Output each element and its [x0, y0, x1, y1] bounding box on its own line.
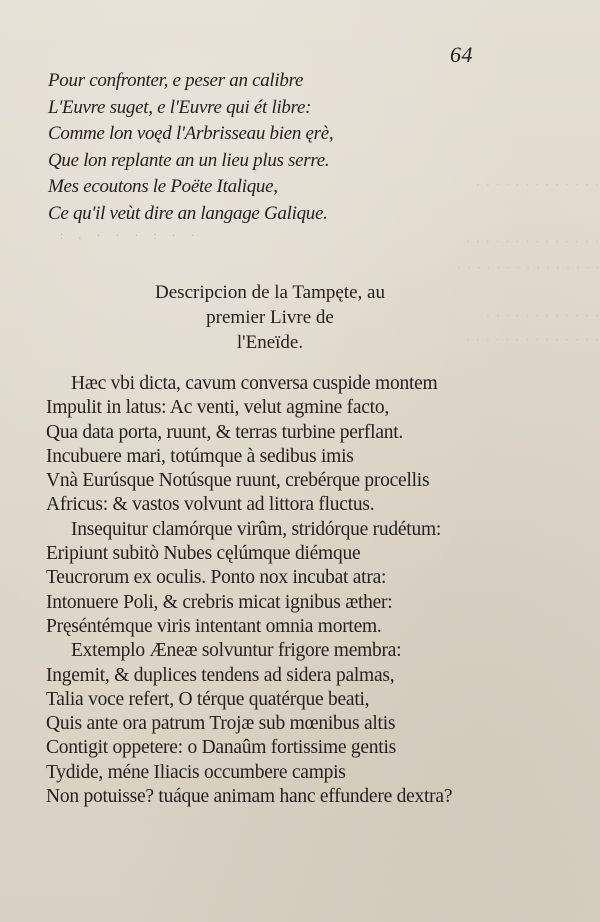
verse-line: Intonuere Poli, & crebris micat ignibus æther: — [46, 591, 393, 613]
heading-line: Descripcion de la Tampęte, au — [155, 282, 385, 303]
verse-line: Pręséntémque viris intentant omnia mortem. — [46, 615, 382, 637]
bleed-through-text: · · · · · · · · · · · · · · · — [455, 258, 600, 277]
verse-line: Qua data porta, ruunt, & terras turbine perflant. — [46, 421, 404, 443]
stanza-line: Que lon replante an un lieu plus serre. — [48, 149, 330, 171]
verse-line: Quis ante ora patrum Trojæ sub mœnibus altis — [46, 713, 396, 735]
bleed-through-text: · · · · · · · · · · · · · · — [465, 330, 600, 349]
heading-line: premier Livre de — [206, 307, 334, 328]
french-italic-stanza — [48, 68, 378, 227]
verse-line: Non potuisse? tuáque animam hanc effundere dextra? — [46, 786, 453, 808]
verse-line: Africus: & vastos volvunt ad littora fluctus. — [46, 494, 375, 516]
verse-line: Tydide, méne Iliacis occumbere campis — [46, 761, 346, 783]
bleed-through-text: · · · · · · · · · · · · · — [475, 175, 600, 194]
stanza-line: Comme lon voęd l'Arbrisseau bien ęrè, — [48, 123, 334, 144]
stanza-line: Pour confronter, e peser an calibre — [48, 70, 304, 91]
section-divider: : . · · · : · · — [60, 228, 201, 242]
stanza-line: Ce qu'il veùt dire an langage Galique. — [48, 202, 328, 224]
verse-line: Vnà Eurúsque Notúsque ruunt, crebérque procellis — [46, 470, 430, 492]
bleed-through-text: · · · · · · · · · · · · — [485, 306, 600, 325]
stanza-line: L'Euvre suget, e l'Euvre qui ét libre: — [48, 96, 312, 118]
verse-line: Extemplo Æneæ solvuntur frigore membra: — [71, 640, 402, 662]
verse-line: Contigit oppetere: o Danaûm fortissime gentis — [46, 737, 396, 759]
verse-line: Ingemit, & duplices tendens ad sidera palmas, — [46, 664, 395, 686]
verse-line: Talia voce refert, O térque quatérque beati, — [46, 688, 370, 710]
latin-verse-block — [46, 372, 526, 809]
verse-line: Teucrorum ex oculis. Ponto nox incubat atra: — [46, 567, 387, 589]
page-number: 64 — [450, 42, 473, 67]
section-heading — [130, 280, 410, 355]
verse-line: Incubuere mari, totúmque à sedibus imis — [46, 445, 354, 467]
bleed-through-text: · · · · · · · · · · · · · · — [465, 232, 600, 251]
verse-line: Hæc vbi dicta, cavum conversa cuspide montem — [71, 373, 438, 394]
verse-line: Insequitur clamórque virûm, stridórque rudétum: — [71, 518, 442, 540]
verse-line: Eripiunt subitò Nubes cęlúmque diémque — [46, 543, 361, 565]
stanza-line: Mes ecoutons le Poëte Italique, — [48, 176, 278, 197]
heading-line: l'Eneïde. — [236, 332, 304, 353]
verse-line: Impulit in latus: Ac venti, velut agmine facto, — [46, 397, 389, 419]
